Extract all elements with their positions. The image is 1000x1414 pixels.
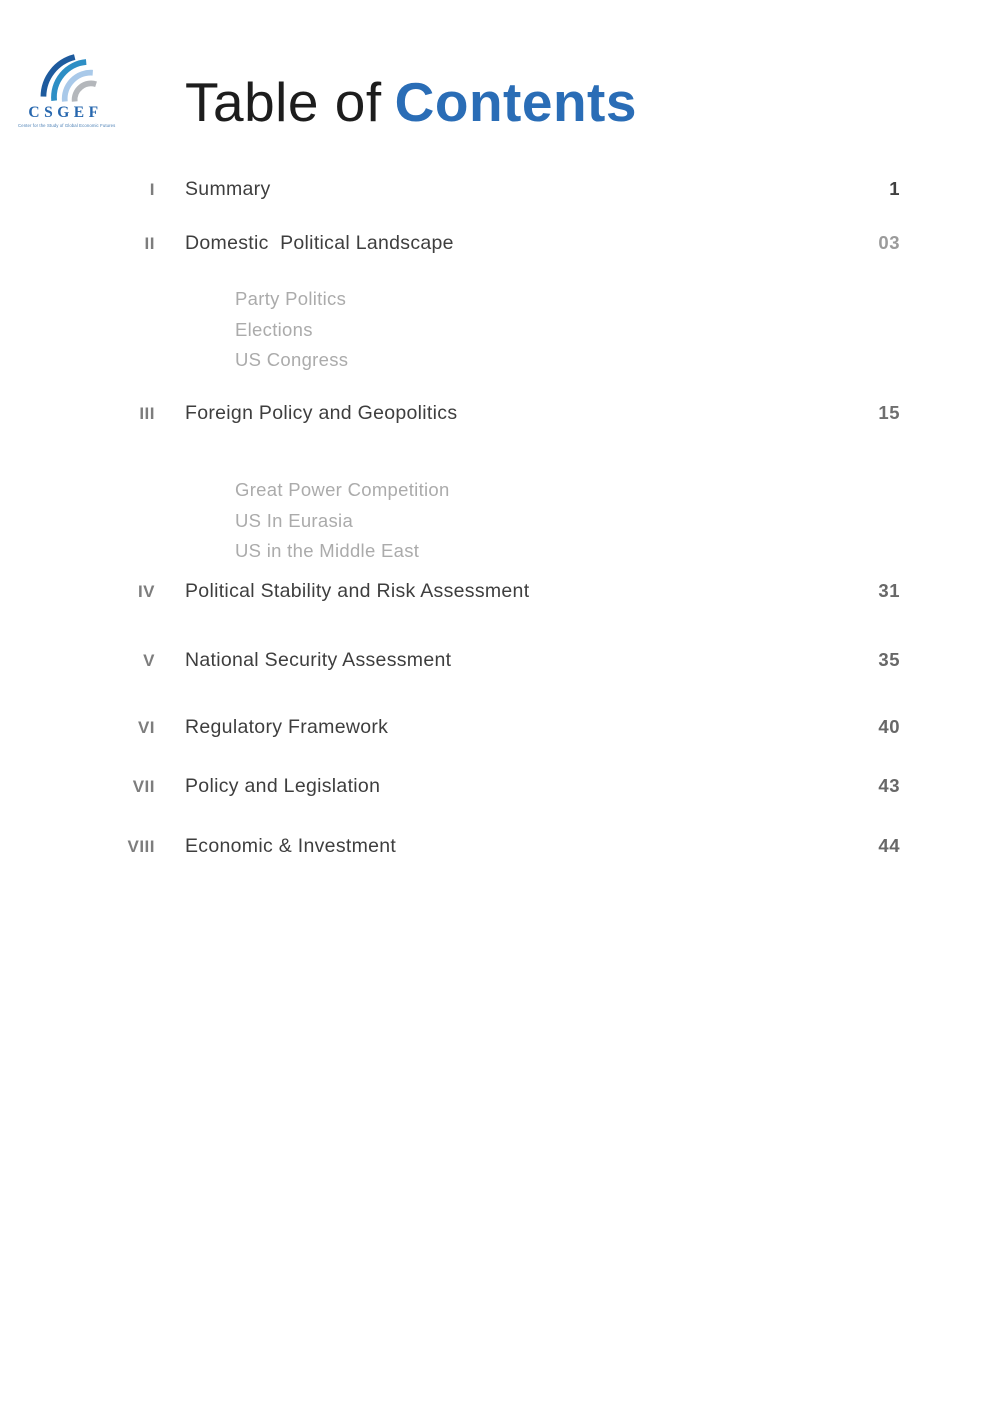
toc-entry	[100, 178, 900, 201]
entry-numeral: V	[143, 651, 155, 670]
entry-label: National Security Assessment	[185, 649, 452, 671]
subitem: US in the Middle East	[235, 540, 420, 561]
entry-page-number: 43	[878, 775, 900, 796]
subitem: US In Eurasia	[235, 509, 354, 531]
entry-page-number: 44	[878, 835, 900, 856]
entry-numeral: VI	[137, 718, 155, 737]
subitem: US Congress	[235, 349, 349, 370]
entry-label: Political Stability and Risk Assessment	[185, 580, 530, 602]
toc-entry	[100, 580, 900, 603]
entry-page-number: 03	[878, 232, 900, 253]
entry-page-number: 35	[878, 649, 900, 670]
logo-tagline: Center for the Study of Global Economic Futures	[18, 123, 116, 128]
entry-page-number: 31	[878, 580, 900, 601]
page-title	[185, 62, 637, 142]
entry-numeral: II	[144, 234, 155, 253]
toc-entry	[100, 232, 900, 255]
entry-label: Policy and Legislation	[185, 775, 381, 797]
logo	[18, 46, 116, 128]
wave-arcs-icon	[27, 46, 101, 106]
subitem: Elections	[235, 318, 313, 340]
title-highlight: Contents	[394, 71, 637, 133]
entry-numeral: IV	[137, 582, 155, 601]
entry-label: Domestic Political Landscape	[185, 232, 454, 254]
toc-entry	[100, 716, 900, 739]
entry-page-number: 1	[889, 178, 900, 199]
subitem: Great Power Competition	[235, 479, 450, 500]
logo-acronym: CSGEF	[28, 104, 103, 121]
title-prefix: Table of	[185, 71, 382, 133]
entry-page-number: 40	[878, 716, 900, 737]
entry-label: Summary	[185, 178, 271, 200]
toc-entry	[100, 649, 900, 672]
entry-numeral: I	[149, 180, 155, 199]
entry-label: Regulatory Framework	[185, 716, 389, 738]
subitem-list	[235, 284, 348, 376]
subitem: Party Politics	[235, 288, 347, 309]
entry-label: Economic & Investment	[185, 835, 397, 857]
entry-numeral: VIII	[127, 837, 155, 856]
entry-numeral: VII	[132, 777, 155, 796]
entry-label: Foreign Policy and Geopolitics	[185, 402, 458, 424]
toc-entry	[100, 775, 900, 798]
entry-numeral: III	[139, 404, 155, 423]
entry-page-number: 15	[878, 402, 900, 423]
toc-entry	[100, 402, 900, 425]
subitem-list	[235, 475, 450, 567]
toc-entry	[100, 835, 900, 858]
